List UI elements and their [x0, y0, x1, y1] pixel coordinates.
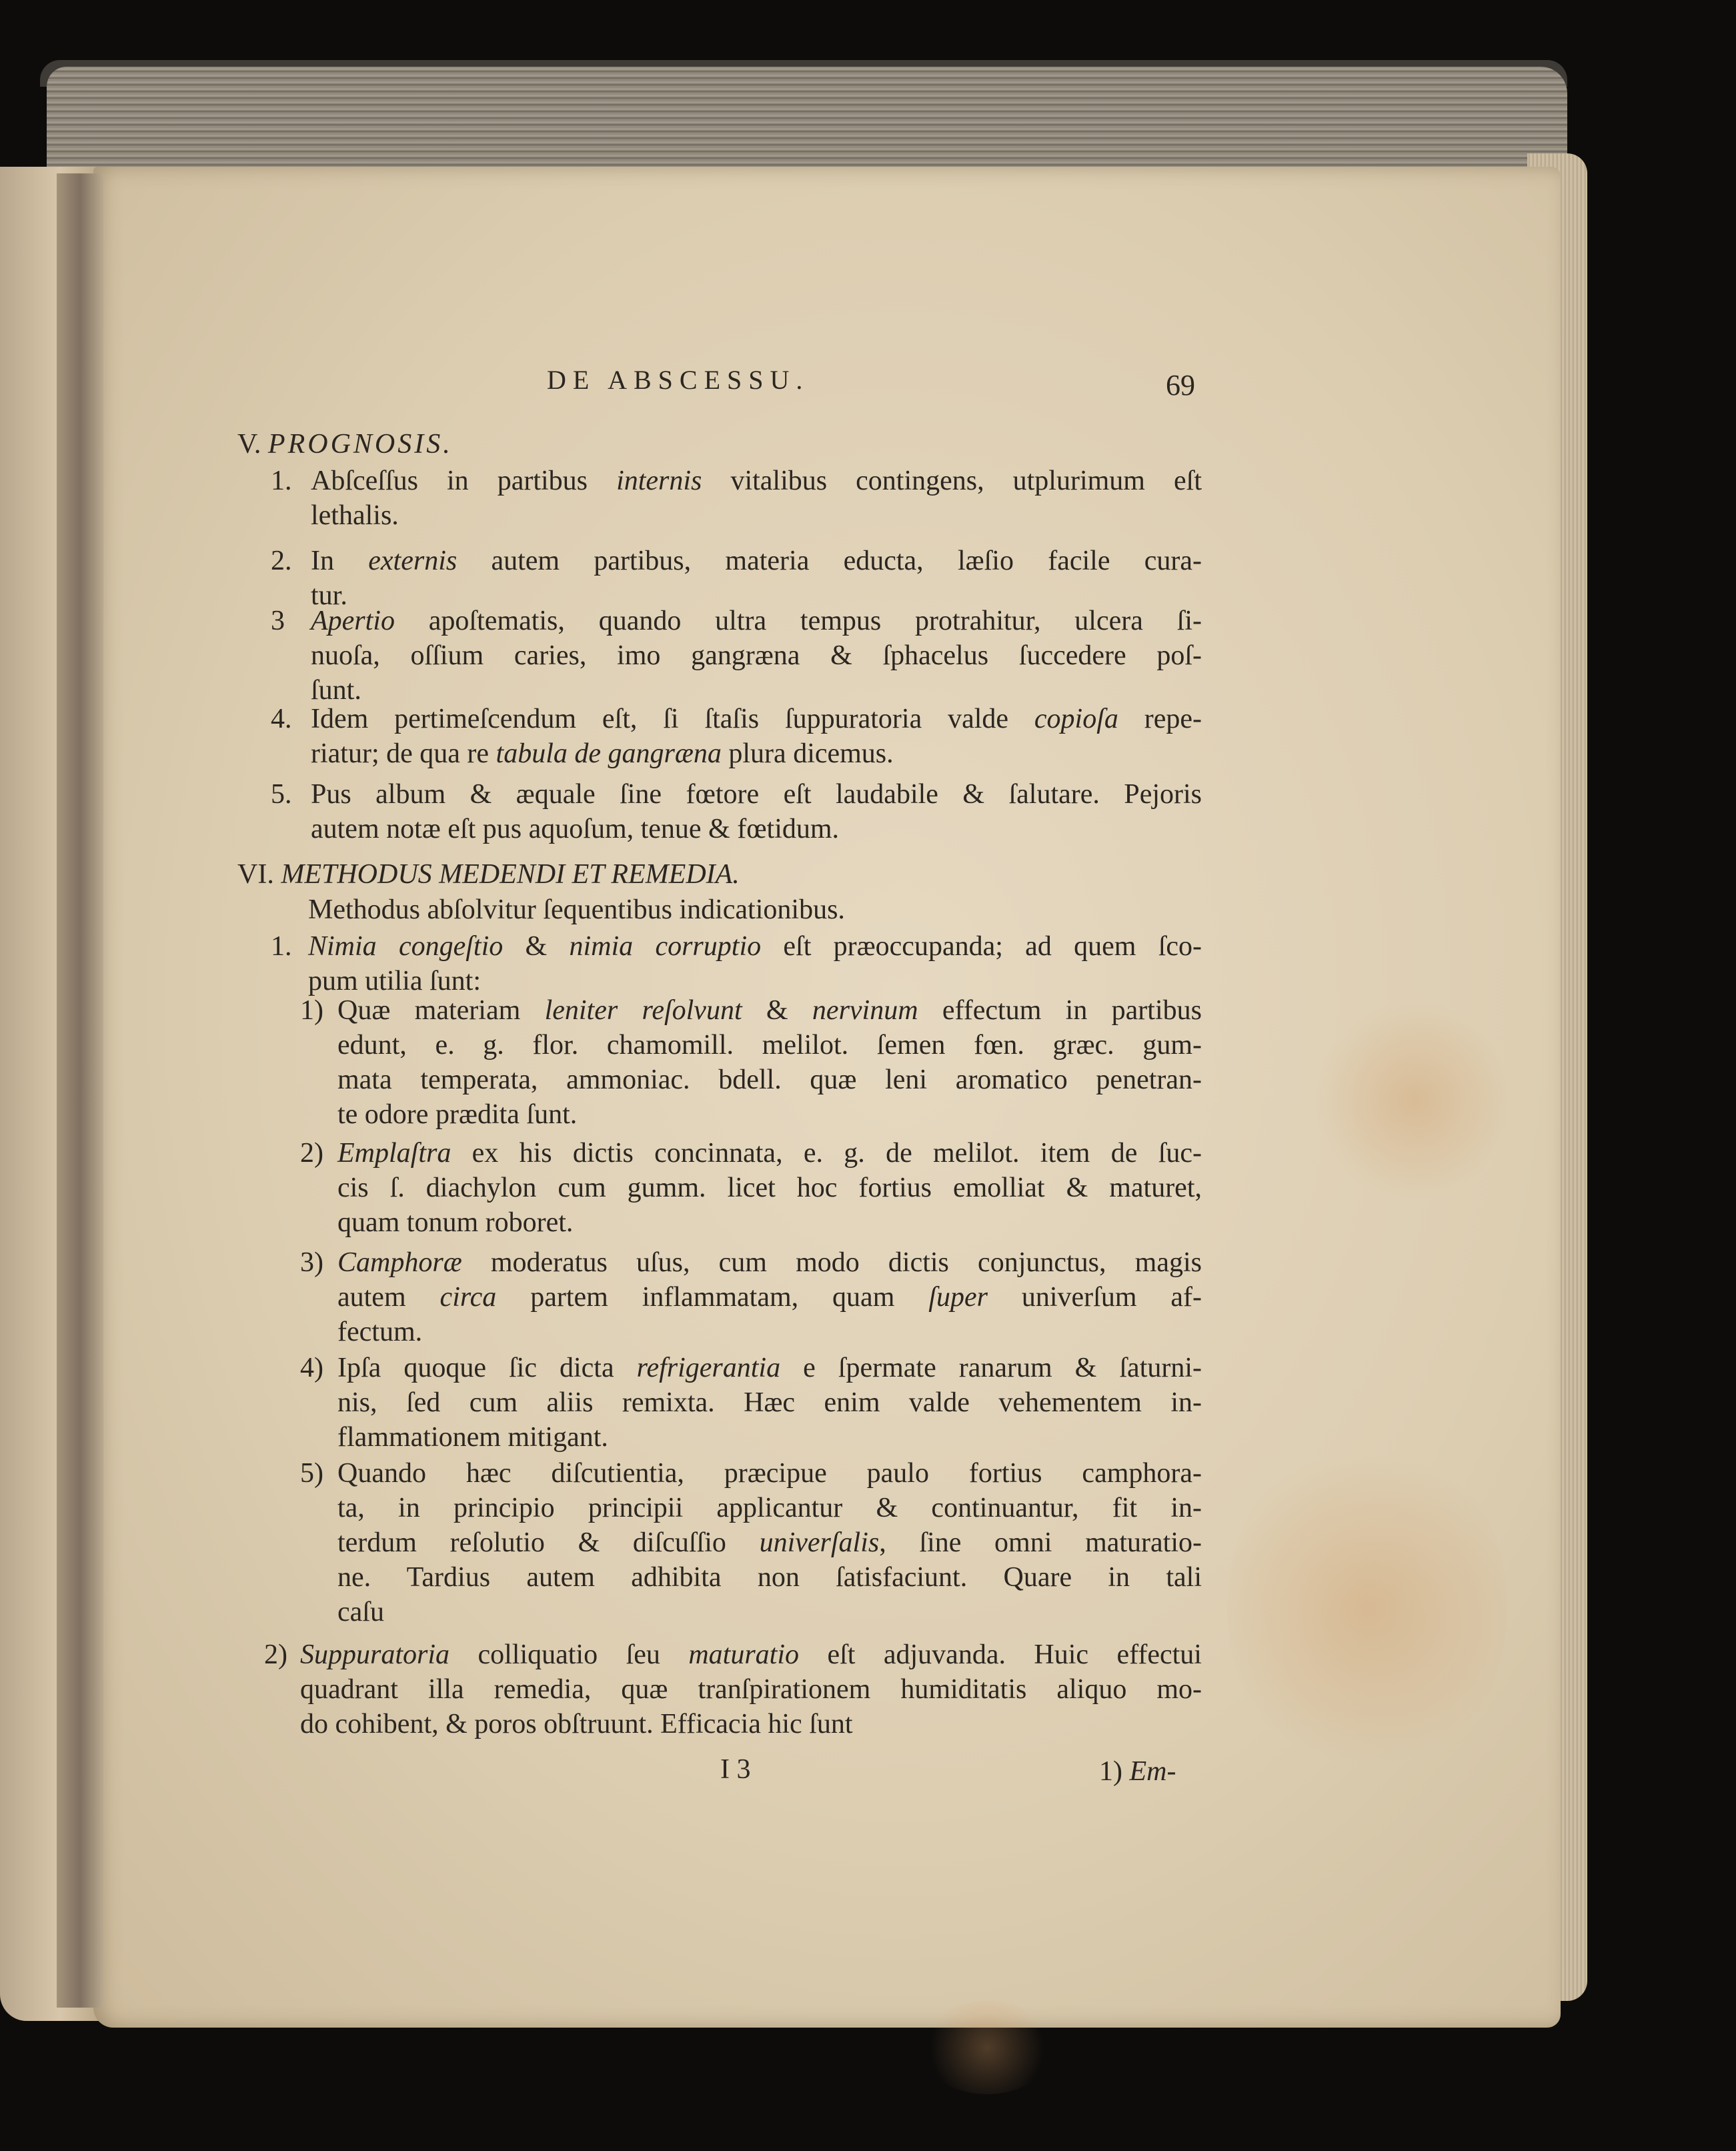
text-run: Pus album & æquale ſine fœtore eſt laudabile & ſalutare. Pejoris	[311, 779, 1202, 810]
item-number: 2.	[271, 546, 292, 576]
section-title: METHODUS MEDENDI ET REMEDIA.	[281, 859, 740, 890]
italic-term: Emplaſtra	[337, 1138, 452, 1169]
text-run: repe-	[1118, 704, 1202, 734]
text-line	[337, 1249, 1202, 1277]
italic-term: refrigerantia	[636, 1353, 781, 1383]
text-line	[311, 607, 1202, 635]
italic-term: maturatio	[688, 1639, 799, 1670]
text-run: Abſceſſus in partibus	[311, 466, 617, 496]
text-run: caſu	[337, 1597, 384, 1627]
text-run: effectum in partibus	[918, 995, 1202, 1026]
text-line	[311, 502, 399, 530]
text-run: nis, ſed cum aliis remixta. Hæc enim valde vehementem in-	[337, 1387, 1202, 1418]
text-line	[337, 1031, 1202, 1059]
text-line	[337, 1423, 608, 1451]
text-line	[311, 467, 1202, 495]
text-run: moderatus uſus, cum modo dictis conjunctus, magis	[462, 1247, 1202, 1278]
text-run: ne. Tardius autem adhibita non ſatisfaciunt. Quare in tali	[337, 1562, 1202, 1593]
text-line	[337, 1389, 1202, 1417]
item-number: 1.	[271, 466, 292, 496]
text-run: quadrant illa remedia, quæ tranſpirationem humiditatis aliquo mo-	[300, 1674, 1202, 1705]
text-line	[311, 815, 839, 843]
item-number: 5.	[271, 779, 292, 810]
italic-term: Apertio	[311, 606, 395, 636]
italic-term: Nimia congeſtio	[308, 931, 504, 962]
text-run: fectum.	[337, 1317, 423, 1347]
text-run: vitalibus contingens, utplurimum eſt	[702, 466, 1202, 496]
text-line	[337, 1494, 1202, 1522]
text-run: Ipſa quoque ſic dicta	[337, 1353, 637, 1383]
text-run: Idem pertimeſcendum eſt, ſi ſtaſis ſuppuratoria valde	[311, 704, 1034, 734]
italic-term: ſuper	[928, 1282, 988, 1313]
text-line	[337, 1459, 1202, 1487]
text-line	[337, 1066, 1202, 1094]
text-line	[300, 1710, 853, 1738]
text-line	[311, 676, 361, 704]
text-run: autem notæ eſt pus aquoſum, tenue & fœtidum.	[311, 814, 840, 844]
section-v-heading	[237, 430, 453, 458]
italic-term: Suppuratoria	[300, 1639, 450, 1670]
text-run: Quæ materiam	[337, 995, 545, 1026]
catchword-text: Em-	[1129, 1756, 1176, 1787]
text-line	[337, 1174, 1202, 1202]
item-number: 3	[271, 606, 285, 636]
text-line	[311, 740, 894, 768]
item-number: 2)	[264, 1639, 287, 1670]
text-run: nuoſa, oſſium caries, imo gangræna & ſphacelus ſuccedere poſ-	[311, 640, 1202, 671]
text-run: autem partibus, materia educta, læſio facile cura-	[457, 546, 1202, 576]
text-run: terdum reſolutio & diſcuſſio	[337, 1527, 760, 1558]
text-line	[337, 1563, 1202, 1591]
item-number: 1.	[271, 931, 292, 962]
italic-term: Camphoræ	[337, 1247, 462, 1278]
item-number: 1)	[300, 995, 323, 1026]
italic-term: circa	[440, 1282, 497, 1313]
text-line	[337, 1354, 1202, 1382]
text-run: cis ſ. diachylon cum gumm. licet hoc fortius emolliat & maturet,	[337, 1173, 1202, 1203]
section-title: PROGNOSIS.	[267, 429, 453, 460]
text-run: mata temperata, ammoniac. bdell. quæ leni aromatico penetran-	[337, 1064, 1202, 1095]
text-run: e ſpermate ranarum & ſaturni-	[780, 1353, 1202, 1383]
text-line	[337, 1209, 573, 1237]
item-number: 5)	[300, 1458, 323, 1489]
text-line	[337, 1529, 1202, 1557]
page-number: 69	[1166, 369, 1195, 402]
text-run: riatur; de qua re	[311, 738, 496, 769]
catchword	[1099, 1757, 1176, 1785]
text-run: apoſtematis, quando ultra tempus protrahitur, ulcera ſi-	[394, 606, 1202, 636]
text-line	[300, 1675, 1202, 1703]
text-run: ſunt.	[311, 675, 361, 706]
text-run: pum utilia ſunt:	[308, 966, 481, 996]
text-line	[337, 1598, 384, 1626]
text-line	[308, 932, 1202, 960]
text-run: lethalis.	[311, 500, 399, 531]
text-run: , ſine omni maturatio-	[879, 1527, 1202, 1558]
text-line	[311, 642, 1202, 670]
italic-term: tabula de gangræna	[496, 738, 722, 769]
text-line	[337, 996, 1202, 1024]
methodus-intro: Methodus abſolvitur ſequentibus indicationibus.	[308, 894, 845, 925]
running-title: DE ABSCESSU.	[547, 365, 810, 395]
text-run: &	[742, 995, 812, 1026]
text-run: Quando hæc diſcutientia, præcipue paulo fortius camphora-	[337, 1458, 1202, 1489]
text-run: &	[503, 931, 570, 962]
italic-term: univerſalis	[759, 1527, 880, 1558]
section-vi-heading	[237, 860, 740, 888]
text-run: tur.	[311, 580, 347, 611]
text-run: do cohibent, & poros obſtruunt. Efficacia hic ſunt	[300, 1709, 853, 1739]
text-run: quam tonum roboret.	[337, 1207, 574, 1238]
italic-term: internis	[616, 466, 702, 496]
text-run: autem	[337, 1282, 440, 1313]
text-run: eſt præoccupanda; ad quem ſco-	[761, 931, 1202, 962]
italic-term: copioſa	[1034, 704, 1118, 734]
italic-term: nimia corruptio	[569, 931, 762, 962]
text-line	[311, 780, 1202, 808]
item-number: 4.	[271, 704, 292, 734]
text-line	[337, 1139, 1202, 1167]
text-line	[337, 1101, 577, 1129]
text-run: ex his dictis concinnata, e. g. de melilot. item de ſuc-	[451, 1138, 1202, 1169]
italic-term: leniter reſolvunt	[544, 995, 742, 1026]
text-line	[300, 1641, 1202, 1669]
text-line	[337, 1318, 422, 1346]
text-line	[311, 547, 1202, 575]
text-run: colliquatio ſeu	[450, 1639, 689, 1670]
text-line	[311, 705, 1202, 733]
item-number: 4)	[300, 1353, 323, 1383]
text-run: edunt, e. g. flor. chamomill. melilot. ſemen fœn. græc. gum-	[337, 1030, 1202, 1060]
item-number: 3)	[300, 1247, 323, 1278]
text-run: In	[311, 546, 369, 576]
text-line	[308, 967, 481, 995]
text-run: eſt adjuvanda. Huic effectui	[799, 1639, 1202, 1670]
text-run: flammationem mitigant.	[337, 1422, 608, 1453]
text-run: te odore prædita ſunt.	[337, 1099, 578, 1130]
signature-mark: I 3	[720, 1754, 751, 1785]
text-run: partem inflammatam, quam	[496, 1282, 929, 1313]
text-run: ta, in principio principii applicantur & continuantur, fit in-	[337, 1493, 1202, 1523]
italic-term: externis	[368, 546, 458, 576]
text-line	[337, 1283, 1202, 1311]
section-numeral: V.	[237, 429, 261, 460]
text-run: univerſum af-	[987, 1282, 1202, 1313]
item-number: 2)	[300, 1138, 323, 1169]
catchword-number: 1)	[1099, 1756, 1122, 1787]
text-run: plura dicemus.	[721, 738, 894, 769]
italic-term: nervinum	[812, 995, 918, 1026]
section-numeral: VI.	[237, 859, 274, 890]
